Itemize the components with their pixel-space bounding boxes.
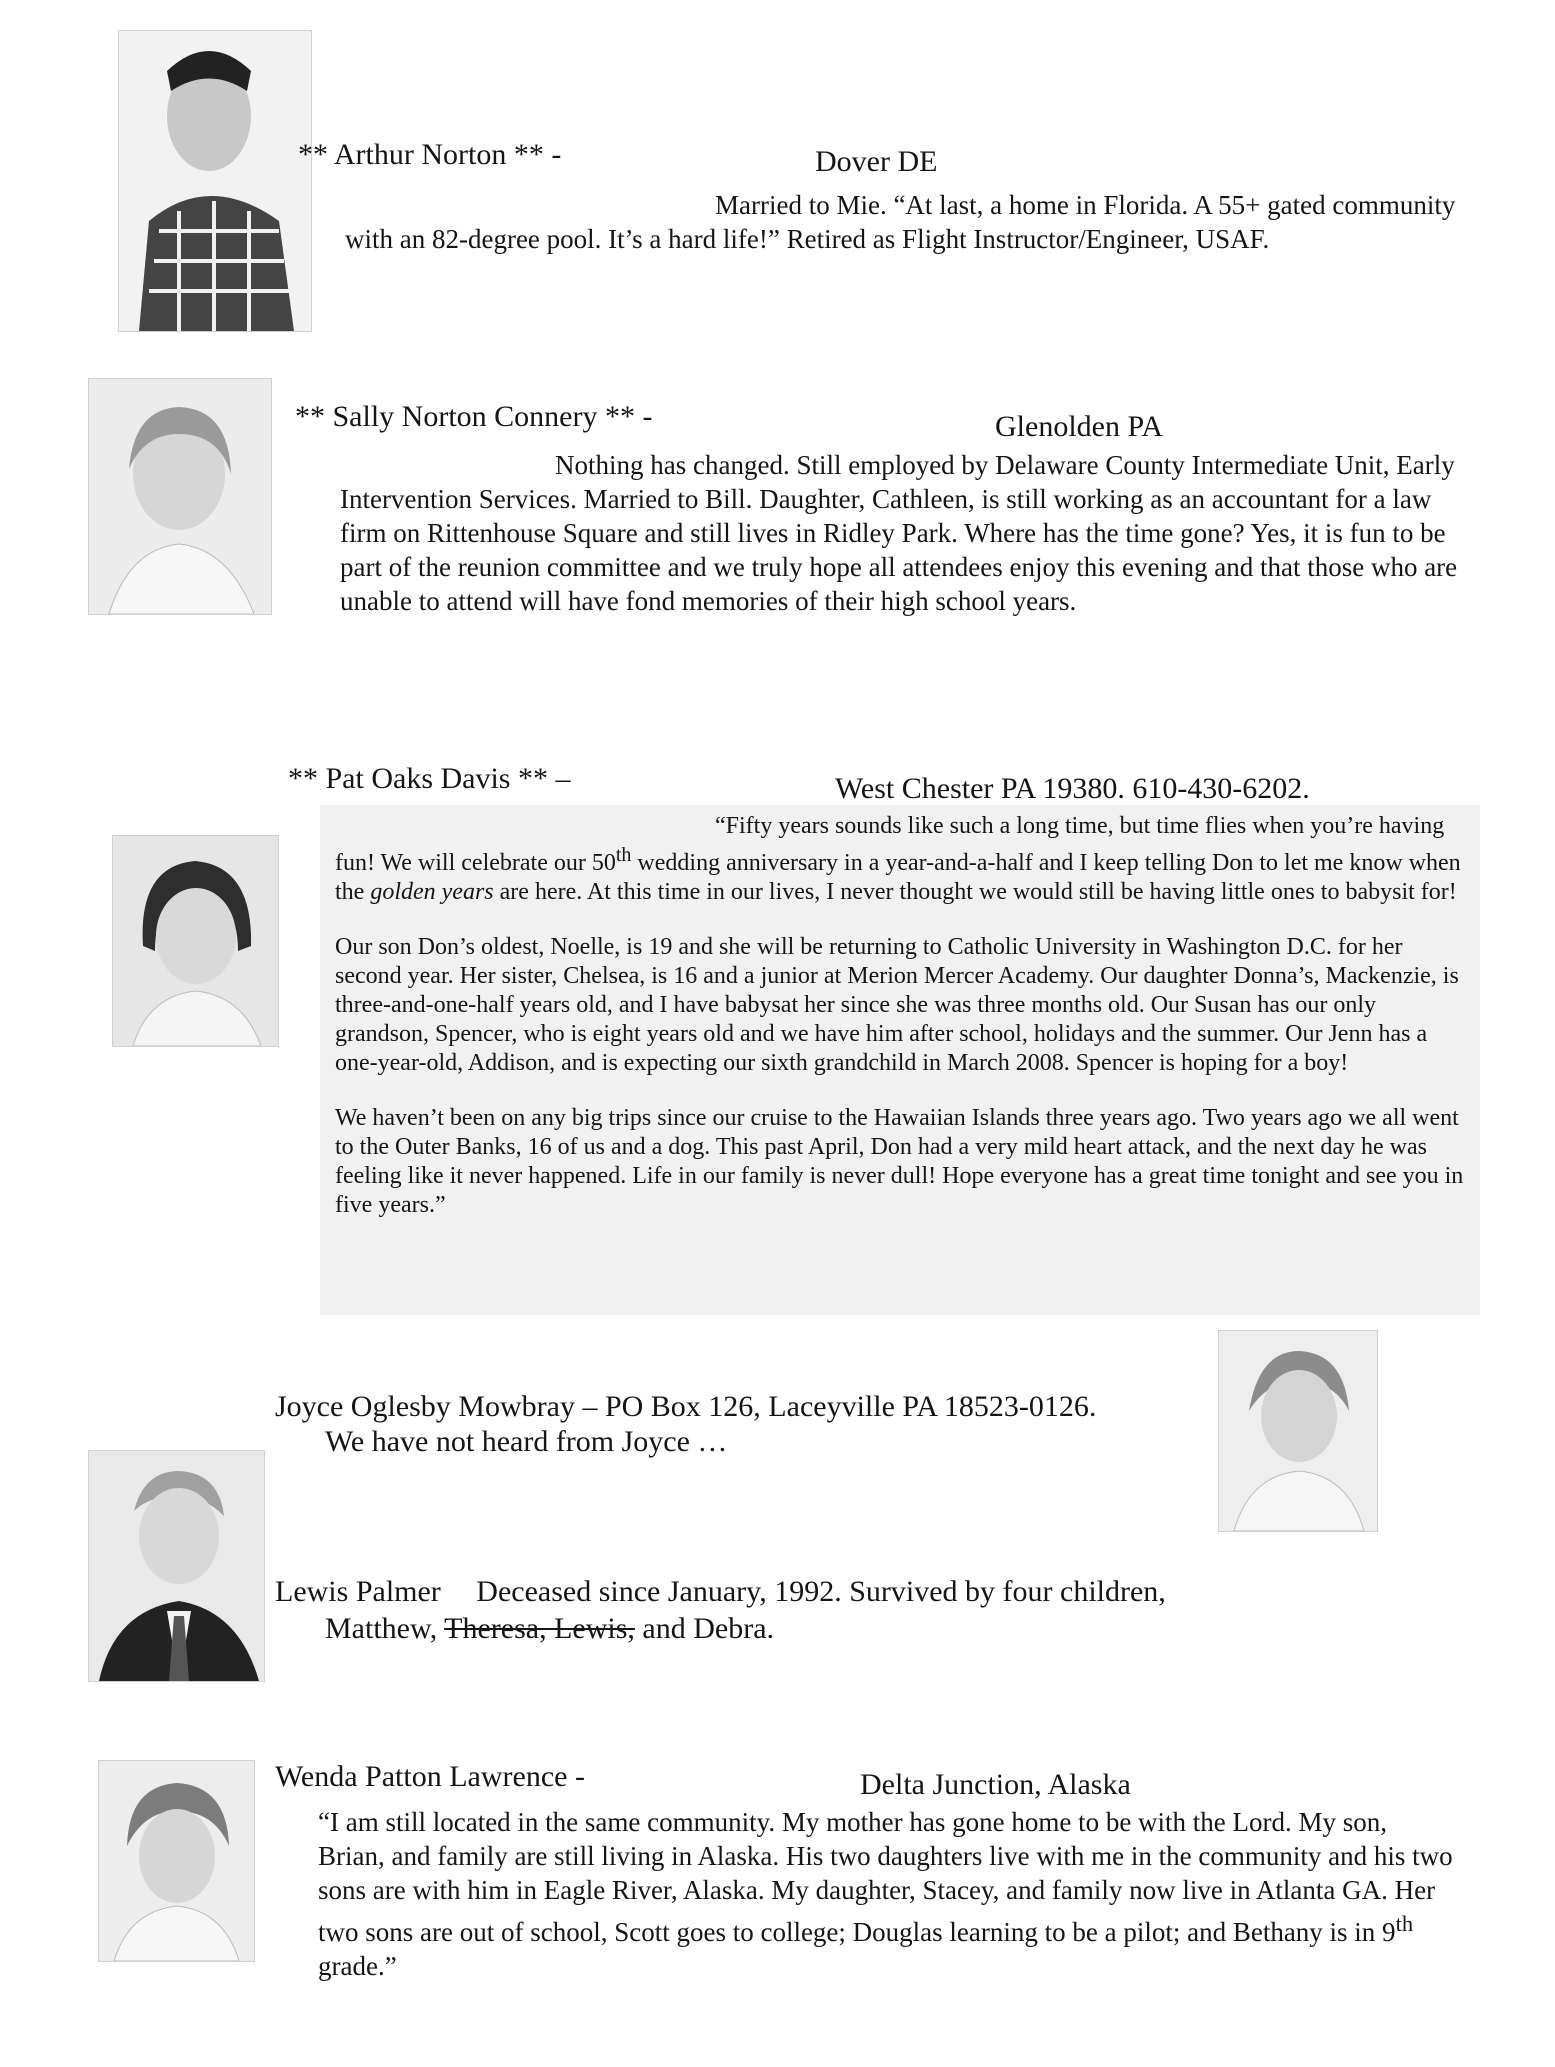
portrait-icon [89, 379, 271, 614]
entry-location: Glenolden PA [995, 410, 1164, 443]
entry-name: Lewis Palmer [275, 1575, 441, 1608]
strike-mark [448, 1575, 476, 1609]
entry-name: ** Sally Norton Connery ** - [295, 400, 653, 433]
portrait-icon [99, 1761, 254, 1961]
entry-location: Delta Junction, Alaska [860, 1768, 1131, 1801]
pat-oaks-davis-photo [112, 835, 279, 1047]
portrait-icon [119, 31, 311, 331]
portrait-icon [1219, 1331, 1377, 1531]
entry-line: Matthew, Theresa, Lewis, and Debra. [325, 1612, 775, 1645]
wenda-patton-lawrence-photo [98, 1760, 255, 1962]
portrait-icon [113, 836, 278, 1046]
entry-name: ** Arthur Norton ** - [298, 138, 562, 171]
entry-text: Married to Mie. “At last, a home in Florida. A 55+ gated community with an 82-degree pool. It’s a hard life!” Retired as Flight Instructor/Engineer, USAF. [345, 190, 1456, 254]
entry-text: “Fifty years sounds like such a long time, but time flies when you’re having fun! We will celebrate our 50th wedding anniversary in a year-and-a-half and I keep telling Don to let me know when the golden years are here. At this time in our lives, I never thought we would still be having little ones to babysit for! Our son Don’s oldest, Noelle, is 19 and she will be returning to Catholic University in Washington D.C. for her second year. Her sister, Chelsea, is 16 and a junior at Merion Mercer Academy. Our daughter Donna’s, Mackenzie, is three-and-one-half years old, and I have babysat her since she was three months old. Our Susan has our only grandson, Spencer, who is eight years old and we have him after school, holidays and the summer. Our Jenn has a one-year-old, Addison, and is expecting our sixth grandchild in March 2008. Spencer is hoping for a boy! We haven’t been on any big trips since our cruise to the Hawaiian Islands three years ago. Two years ago we all went to the Outer Banks, 16 of us and a dog. This past April, Don had a very mild heart attack, and the next day he was feeling like it never happened. Life in our family is never dull! Hope everyone has a great time tonight and see you in five years.” [335, 813, 1464, 1218]
sally-norton-connery-photo [88, 378, 272, 615]
arthur-norton-photo [118, 30, 312, 332]
entry-name: ** Pat Oaks Davis ** – [288, 762, 571, 795]
entry-location: Dover DE [815, 145, 938, 178]
struck-names: Theresa, Lewis, [444, 1612, 635, 1645]
entry-text: “I am still located in the same community. My mother has gone home to be with the Lord. My son, Brian, and family are still living in Alaska. His two daughters live with me in the community and his two sons are with him in Eagle River, Alaska. My daughter, Stacey, and family now live in Atlanta GA. Her two sons are out of school, Scott goes to college; Douglas learning to be a pilot; and Bethany is in 9th grade.” [318, 1807, 1453, 1981]
entry-text: Nothing has changed. Still employed by Delaware County Intermediate Unit, Early Intervention Services. Married to Bill. Daughter, Cathleen, is still working as an accountant for a law firm on Rittenhouse Square and still lives in Ridley Park. Where has the time gone? Yes, it is fun to be part of the reunion committee and we truly hope all attendees enjoy this evening and that those who are unable to attend will have fond memories of their high school years. [340, 450, 1458, 616]
portrait-icon [89, 1451, 264, 1681]
entry-line: Joyce Oglesby Mowbray – PO Box 126, Laceyville PA 18523-0126. [275, 1390, 1097, 1423]
entry-line: We have not heard from Joyce … [325, 1425, 728, 1458]
joyce-oglesby-mowbray-photo [1218, 1330, 1378, 1532]
entry-line: Lewis Palmer Deceased since January, 1992. Survived by four children, [275, 1575, 1166, 1608]
entry-location: West Chester PA 19380. 610-430-6202. [835, 772, 1310, 805]
lewis-palmer-photo [88, 1450, 265, 1682]
entry-name: Wenda Patton Lawrence - [275, 1760, 585, 1793]
